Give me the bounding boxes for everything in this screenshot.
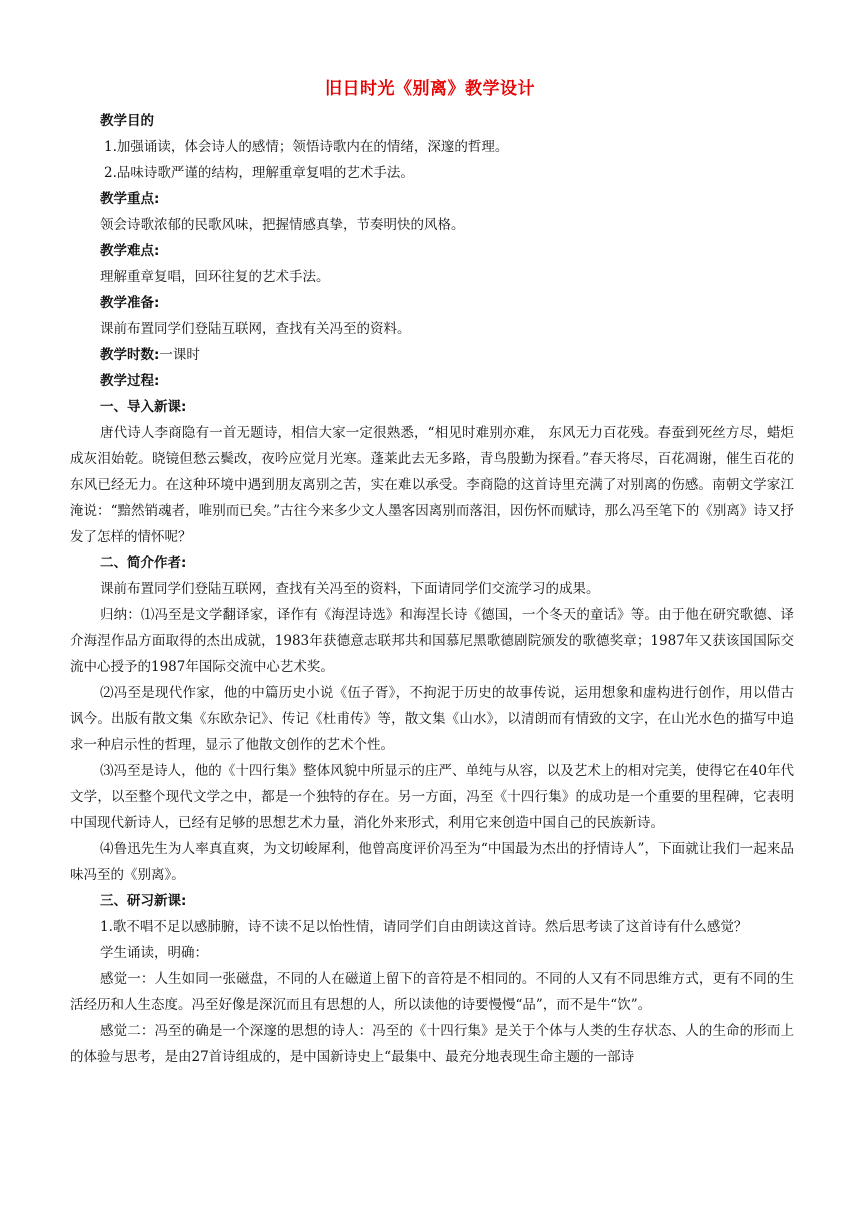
preparation-heading: 教学准备: [100, 295, 160, 311]
author-point: ⑵冯至是现代作家，他的中篇历史小说《伍子胥》，不拘泥于历史的故事传说，运用想象和虚构进行创作，用以借古讽今。出版有散文集《东欧杂记》、传记《杜甫传》等，散文集《山水》，以清朗而有情致的文字，在山光水色的描写中追求一种启示性的哲理，显示了他散文创作的艺术个性。 [70, 685, 794, 753]
duration-heading: 教学时数: [100, 347, 160, 363]
preparation-text: 课前布置同学们登陆互联网，查找有关冯至的资料。 [100, 321, 411, 337]
document-body [70, 108, 794, 1070]
difficulties-text: 理解重章复唱，回环往复的艺术手法。 [100, 269, 330, 285]
section3-question: 1.歌不唱不足以感肺腑，诗不读不足以怡性情，请同学们自由朗读这首诗。然后思考读了这首诗有什么感觉？ [100, 919, 748, 935]
objective-item: 1.加强诵读，体会诗人的感情；领悟诗歌内在的情绪，深邃的哲理。 [104, 139, 509, 155]
section2-intro: 课前布置同学们登陆互联网，查找有关冯至的资料，下面请同学们交流学习的成果。 [100, 581, 600, 597]
difficulties-heading: 教学难点: [100, 243, 160, 259]
author-point: 归纳：⑴冯至是文学翻译家，译作有《海涅诗选》和海涅长诗《德国，一个冬天的童话》等。由于他在研究歌德、译介海涅作品方面取得的杰出成就，1983年获德意志联邦共和国慕尼黑歌德剧院颁发的歌德奖章；1987年又获该国国际交流中心授予的1987年国际交流中心艺术奖。 [70, 607, 794, 675]
section3-heading: 三、研习新课: [100, 893, 187, 909]
section3-feeling: 感觉一：人生如同一张磁盘，不同的人在磁道上留下的音符是不相同的。不同的人又有不同思维方式，更有不同的生活经历和人生态度。冯至好像是深沉而且有思想的人，所以读他的诗要慢慢“品”，而不是牛“饮”。 [70, 971, 794, 1013]
process-heading: 教学过程: [100, 373, 160, 389]
key-points-text: 领会诗歌浓郁的民歌风味，把握情感真挚，节奏明快的风格。 [100, 217, 465, 233]
author-point: ⑷鲁迅先生为人率真直爽，为文切峻犀利，他曾高度评价冯至为“中国最为杰出的抒情诗人”，下面就让我们一起来品味冯至的《别离》。 [70, 841, 794, 883]
objectives-heading: 教学目的 [100, 113, 154, 129]
section2-heading: 二、简介作者: [100, 555, 187, 571]
duration-value: 一课时 [159, 347, 200, 363]
document-title: 旧日时光《别离》教学设计 [325, 79, 535, 99]
section3-recite: 学生诵读，明确： [100, 945, 208, 961]
section1-paragraph: 唐代诗人李商隐有一首无题诗，相信大家一定很熟悉，“相见时难别亦难， 东风无力百花残。春蚕到死丝方尽，蜡炬成灰泪始乾。晓镜但愁云鬓改，夜吟应觉月光寒。蓬莱此去无多路，青鸟殷勤为探看。”春天将尽，百花凋谢，催生百花的东风已经无力。在这种环境中遇到朋友离别之苦，实在难以承受。李商隐的这首诗里充满了对别离的伤感。南朝文学家江淹说：“黯然销魂者，唯别而已矣。”古往今来多少文人墨客因离别而落泪，因伤怀而赋诗，那么冯至笔下的《别离》诗又抒发了怎样的情怀呢？ [70, 425, 794, 545]
section3-feeling: 感觉二：冯至的确是一个深邃的思想的诗人：冯至的《十四行集》是关于个体与人类的生存状态、人的生命的形而上的体验与思考，是由27首诗组成的，是中国新诗史上“最集中、最充分地表现生命主题的一部诗 [70, 1023, 794, 1065]
duration-line [70, 342, 794, 368]
key-points-heading: 教学重点: [100, 191, 160, 207]
section1-heading: 一、导入新课: [100, 399, 187, 415]
objective-item: 2.品味诗歌严谨的结构，理解重章复唱的艺术手法。 [104, 165, 414, 181]
author-point: ⑶冯至是诗人，他的《十四行集》整体风貌中所显示的庄严、单纯与从容，以及艺术上的相对完美，使得它在40年代文学，以至整个现代文学之中，都是一个独特的存在。另一方面，冯至《十四行集》的成功是一个重要的里程碑，它表明中国现代新诗人，已经有足够的思想艺术力量，消化外来形式，利用它来创造中国自己的民族新诗。 [70, 763, 794, 831]
